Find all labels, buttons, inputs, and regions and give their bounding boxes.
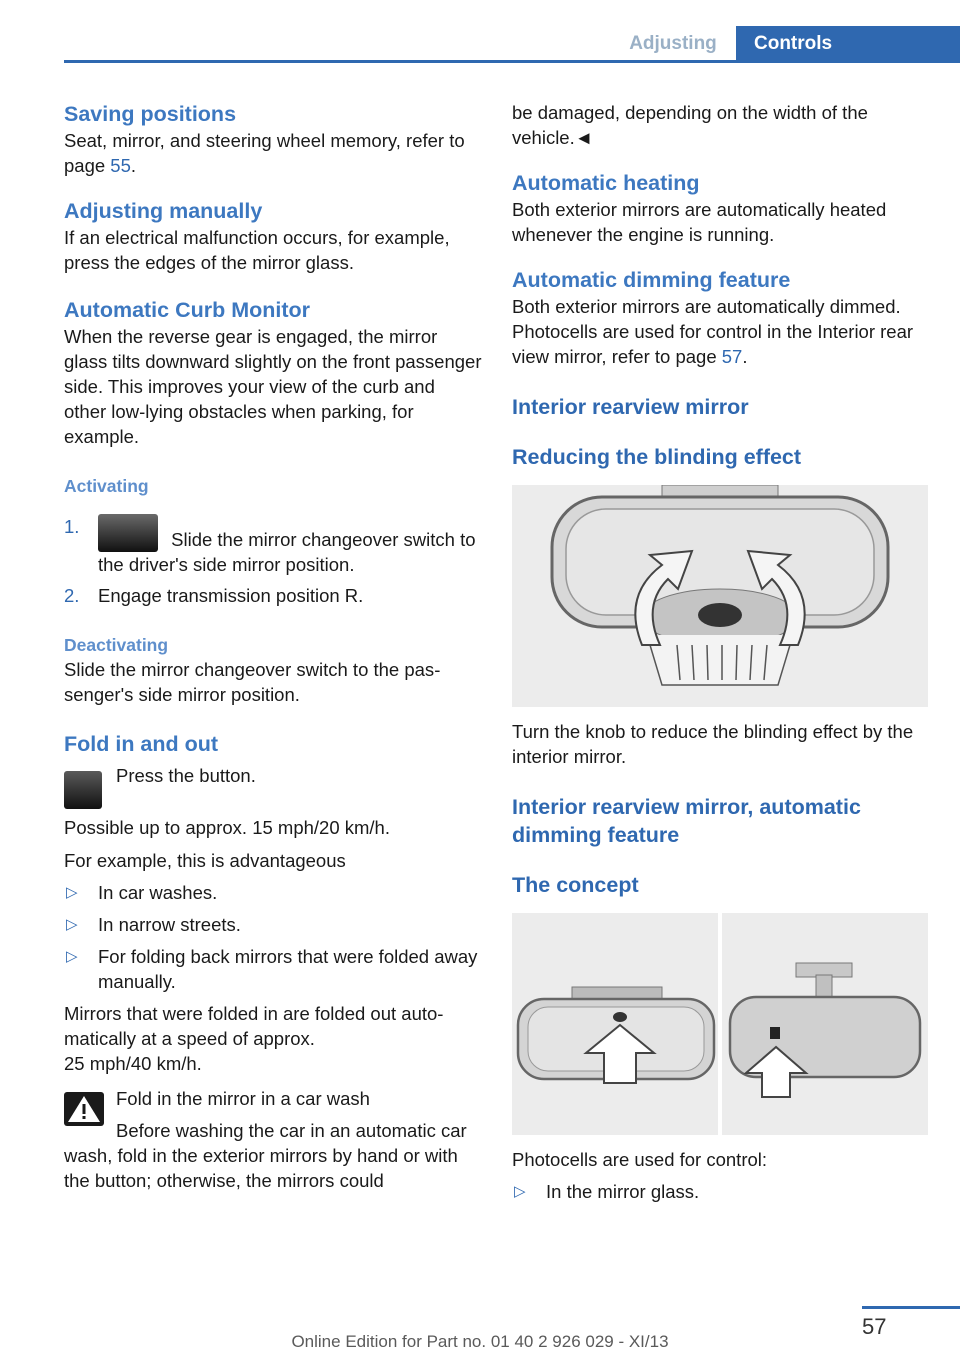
press-text: Press the button.: [116, 765, 256, 786]
manual-paragraph: If an electrical malfunction occurs, for example, press the edges of the mirror glass.: [64, 227, 450, 273]
saving-text: Seat, mirror, and steering wheel memory, refer to page: [64, 130, 465, 176]
example-paragraph: For example, this is advantageous: [64, 850, 346, 871]
curb-paragraph: When the reverse gear is engaged, the mirror glass tilts downward slightly on the front passenger side. This improves your view of the curb and other low-lying obstacles when parking, for example.: [64, 326, 482, 447]
knob-paragraph: Turn the knob to reduce the blinding effect by the interior mirror.: [512, 721, 914, 767]
list-item: [64, 912, 482, 937]
dimming-text-end: .: [742, 346, 748, 367]
photocells-paragraph: Photocells are used for control:: [512, 1149, 768, 1170]
step-2: [64, 583, 482, 608]
heading-fold: Fold in and out: [64, 732, 219, 756]
fold-instruction: [64, 763, 482, 807]
list-item: [512, 1179, 932, 1204]
step-2-text: Engage transmission position R.: [98, 585, 364, 606]
heading-automatic-heating: Automatic heating: [512, 171, 700, 195]
folded-speed: 25 mph/40 km/h.: [64, 1053, 202, 1074]
bullet-arrow-icon: ▷: [66, 948, 78, 965]
dimming-paragraph: [512, 294, 932, 369]
list-item-text: For folding back mirrors that were folded away manually.: [98, 946, 478, 992]
header-section-label: Adjusting: [629, 33, 717, 54]
mirror-knob-illustration: [512, 485, 928, 707]
header-chapter-tab: Controls: [736, 26, 960, 62]
footer-edition: Online Edition for Part no. 01 40 2 926 029 - XI/13: [291, 1332, 669, 1351]
page-link-57[interactable]: 57: [721, 346, 743, 367]
list-item: [64, 880, 482, 905]
deactivating-paragraph: Slide the mirror changeover switch to the passenger's side mirror position.: [64, 659, 441, 705]
continued-paragraph: be damaged, depending on the width of the vehicle.◄: [512, 102, 868, 148]
possible-paragraph: Possible up to approx. 15 mph/20 km/h.: [64, 817, 390, 838]
heading-activating: Activating: [64, 476, 149, 496]
heading-the-concept: The concept: [512, 873, 639, 897]
photocell-illustrations: [512, 913, 928, 1135]
folded-paragraph: [64, 1001, 482, 1076]
bullet-arrow-icon: ▷: [514, 1183, 526, 1200]
warning-block: [64, 1086, 482, 1111]
folded-text: Mirrors that were folded in are folded out automatically at a speed of approx.: [64, 1003, 444, 1049]
heading-auto-dimming-mirror: Interior rearview mirror, automatic dimming feature: [512, 795, 861, 847]
warning-icon: [64, 1092, 104, 1126]
list-item-text: In car washes.: [98, 882, 218, 903]
step-1-text: Slide the mirror changeover switch to the driver's side mirror position.: [98, 529, 476, 575]
heading-deactivating: Deactivating: [64, 635, 169, 655]
heating-paragraph: Both exterior mirrors are automatically heated whenever the engine is running.: [512, 199, 887, 245]
left-column: [64, 100, 482, 1193]
dimming-text: Both exterior mirrors are automatically dimmed. Photocells are used for control in the Interior rear view mirror, refer to page: [512, 296, 914, 367]
page-number: 57: [862, 1314, 887, 1339]
right-column: [512, 100, 932, 1204]
header-rule: [64, 60, 960, 63]
heading-interior-mirror: Interior rearview mirror: [512, 395, 749, 419]
heading-automatic-dimming: Automatic dimming feature: [512, 268, 791, 292]
fold-button-icon: [64, 771, 102, 809]
warning-title: Fold in the mirror in a car wash: [116, 1088, 370, 1109]
step-1: [64, 514, 482, 577]
page-number-rule: [862, 1306, 960, 1309]
mirror-switch-icon: [98, 514, 158, 552]
page-link-55[interactable]: 55: [110, 155, 131, 176]
list-item-text: In narrow streets.: [98, 914, 241, 935]
heading-adjusting-manually: Adjusting manually: [64, 199, 263, 223]
mirror-back-illustration: [722, 913, 928, 1135]
mirror-front-illustration: [512, 913, 718, 1135]
saving-paragraph: [64, 128, 482, 178]
list-item-text: In the mirror glass.: [546, 1181, 700, 1202]
saving-text-end: .: [130, 155, 137, 176]
list-item: [64, 944, 482, 994]
step-1-number: 1.: [64, 516, 80, 537]
heading-curb-monitor: Automatic Curb Monitor: [64, 298, 311, 322]
heading-reducing-blinding: Reducing the blinding effect: [512, 445, 802, 469]
warning-text: Before washing the car in an automatic car wash, fold in the exterior mirrors by hand or with the button; otherwise, the mirrors could: [64, 1120, 467, 1191]
heading-saving-positions: Saving positions: [64, 102, 237, 126]
bullet-arrow-icon: ▷: [66, 916, 78, 933]
bullet-arrow-icon: ▷: [66, 884, 78, 901]
step-2-number: 2.: [64, 585, 80, 606]
